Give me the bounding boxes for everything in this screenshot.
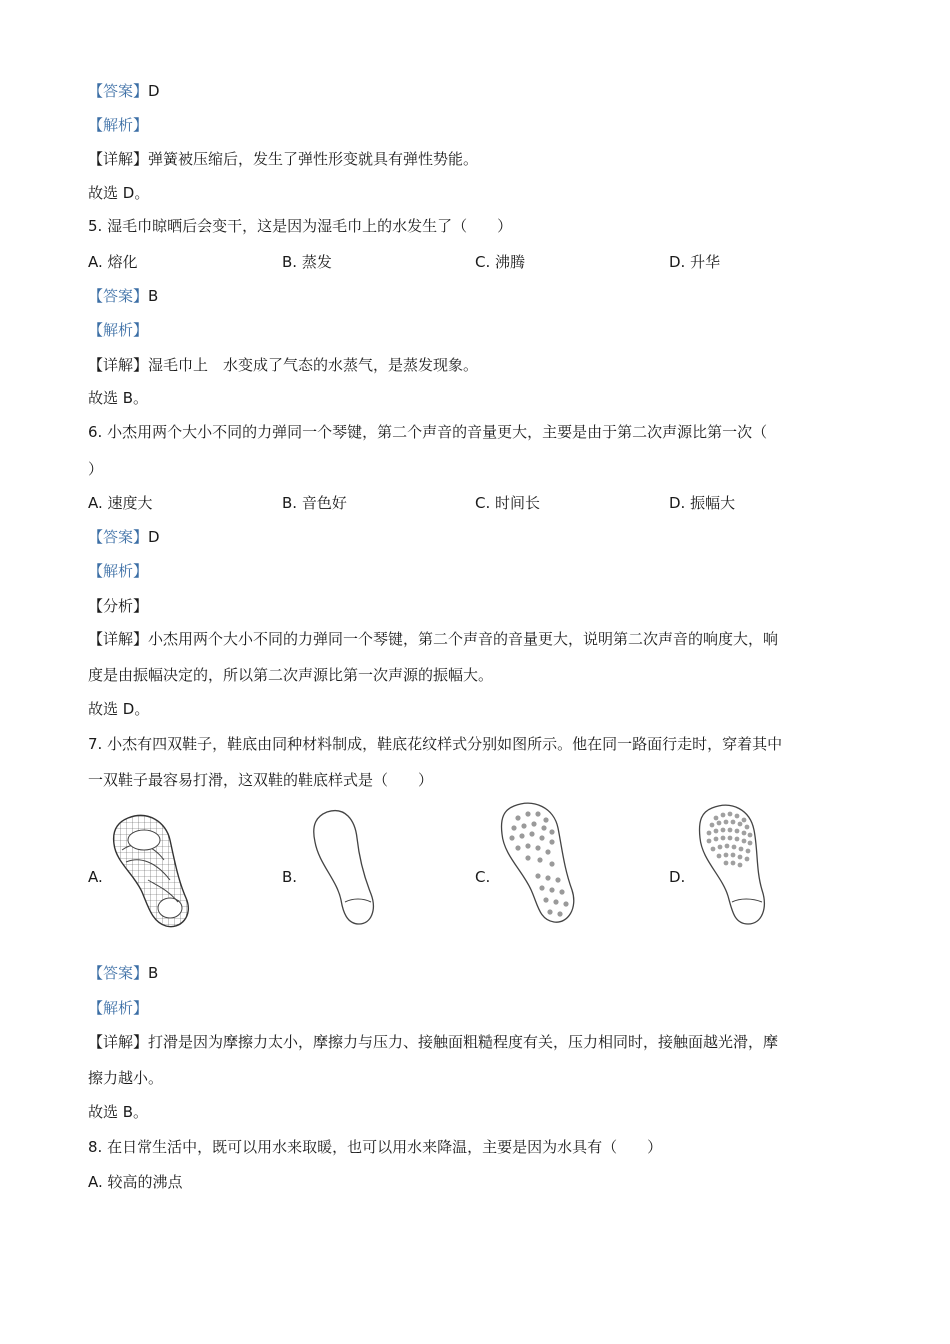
answer-tag: 【答案】	[88, 82, 149, 100]
q6-option-c: C. 时间长	[475, 494, 541, 512]
q6-option-a: A. 速度大	[88, 494, 153, 512]
q6-detail-line1: 【详解】小杰用两个大小不同的力弹同一个琴键，第二个声音的音量更大，说明第二次声音的响度大，响	[88, 630, 779, 648]
q6-conclusion: 故选 D。	[88, 700, 150, 718]
q8-question: 8. 在日常生活中，既可以用水来取暖，也可以用水来降温，主要是因为水具有（ ）	[88, 1138, 663, 1156]
q6-option-d: D. 振幅大	[669, 494, 736, 512]
q7-analysis-tag: 【解析】	[88, 999, 149, 1017]
q6-answer: D	[148, 528, 160, 546]
answer-tag: 【答案】	[88, 287, 149, 305]
q4-answer-line	[88, 81, 160, 101]
q4-conclusion: 故选 D。	[88, 184, 150, 202]
q5-conclusion: 故选 B。	[88, 389, 149, 407]
answer-tag: 【答案】	[88, 964, 149, 982]
q4-answer: D	[148, 82, 160, 100]
q7-conclusion: 故选 B。	[88, 1103, 149, 1121]
q5-question: 5. 湿毛巾晾晒后会变干，这是因为湿毛巾上的水发生了（ ）	[88, 217, 513, 235]
shoe-sole-b-image	[305, 806, 385, 930]
q5-answer-line	[88, 286, 158, 306]
q7-option-c-label: C.	[475, 868, 491, 886]
q4-detail: 【详解】弹簧被压缩后，发生了弹性形变就具有弹性势能。	[88, 150, 479, 168]
q6-analysis-tag: 【解析】	[88, 562, 149, 580]
q6-option-b: B. 音色好	[282, 494, 347, 512]
q7-option-d-label: D.	[669, 868, 686, 886]
q5-option-d: D. 升华	[669, 253, 721, 271]
shoe-sole-d-image	[692, 802, 776, 930]
q7-question-line1: 7. 小杰有四双鞋子，鞋底由同种材料制成，鞋底花纹样式分别如图所示。他在同一路面行走时，穿着其中	[88, 735, 783, 753]
q5-detail: 【详解】湿毛巾上 水变成了气态的水蒸气，是蒸发现象。	[88, 356, 479, 374]
q7-option-a-label: A.	[88, 868, 103, 886]
q6-answer-line	[88, 527, 160, 547]
answer-tag: 【答案】	[88, 528, 149, 546]
q6-question-line1: 6. 小杰用两个大小不同的力弹同一个琴键，第二个声音的音量更大，主要是由于第二次声源比第一次（	[88, 423, 768, 441]
shoe-sole-a-image	[108, 810, 198, 932]
q5-answer: B	[148, 287, 159, 305]
q8-option-a: A. 较高的沸点	[88, 1173, 183, 1191]
q5-option-c: C. 沸腾	[475, 253, 526, 271]
q7-option-b-label: B.	[282, 868, 298, 886]
q7-answer: B	[148, 964, 159, 982]
q7-detail-line1: 【详解】打滑是因为摩擦力太小，摩擦力与压力、接触面粗糙程度有关，压力相同时，接触面越光滑，摩	[88, 1033, 779, 1051]
q7-detail-line2: 擦力越小。	[88, 1069, 164, 1087]
q5-option-b: B. 蒸发	[282, 253, 332, 271]
q4-analysis-tag: 【解析】	[88, 116, 149, 134]
q5-option-a: A. 熔化	[88, 253, 138, 271]
shoe-sole-c-image	[496, 800, 582, 928]
q6-analysis-label: 【分析】	[88, 597, 149, 615]
q5-analysis-tag: 【解析】	[88, 321, 149, 339]
q7-answer-line	[88, 963, 158, 983]
q6-detail-line2: 度是由振幅决定的，所以第二次声源比第一次声源的振幅大。	[88, 666, 494, 684]
q7-question-line2: 一双鞋子最容易打滑，这双鞋的鞋底样式是（ ）	[88, 771, 434, 789]
q6-question-line2: ）	[88, 460, 104, 478]
